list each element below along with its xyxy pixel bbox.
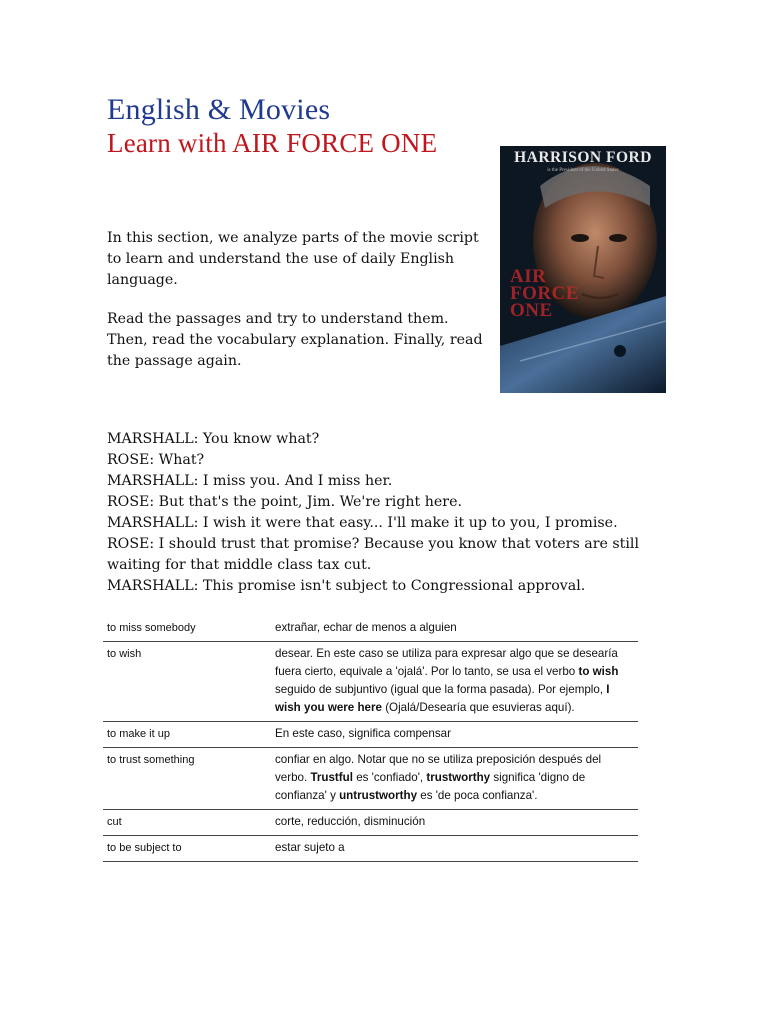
dialogue-line: ROSE: I should trust that promise? Because you know that voters are still — [107, 536, 639, 552]
poster-tagline: is the President of the United States — [547, 168, 619, 173]
vocab-row — [103, 616, 638, 642]
dialogue-line: ROSE: But that's the point, Jim. We're right here. — [107, 494, 462, 510]
vocab-text: En este caso, significa compensar — [275, 727, 451, 740]
vocab-text: corte, reducción, disminución — [275, 815, 426, 828]
vocab-definition — [271, 748, 638, 810]
vocab-definition — [271, 836, 638, 862]
intro-paragraph-2: Read the passages and try to understand them. Then, read the vocabulary explanation. Finally, read the passage again. — [107, 311, 483, 369]
dialogue-line: MARSHALL: I miss you. And I miss her. — [107, 473, 393, 489]
vocab-row — [103, 748, 638, 810]
dialogue-line: MARSHALL: This promise isn't subject to Congressional approval. — [107, 578, 586, 594]
dialogue-line: MARSHALL: You know what? — [107, 431, 320, 447]
vocab-text: (Ojalá/Desearía que esuvieras aquí). — [381, 701, 575, 714]
vocab-text: desear. En este caso se utiliza para expresar algo que se desearía fuera cierto, equivale a 'ojalá'. Por lo tanto, se usa el verbo — [275, 647, 618, 678]
vocab-definition — [271, 810, 638, 836]
vocab-term: to be subject to — [103, 836, 271, 862]
vocab-text: es 'de poca confianza'. — [417, 789, 538, 802]
vocab-term: cut — [103, 810, 271, 836]
dialogue-line: waiting for that middle class tax cut. — [107, 557, 372, 573]
dialogue-line: MARSHALL: I wish it were that easy... I'll make it up to you, I promise. — [107, 515, 618, 531]
vocab-highlight: trustworthy — [426, 771, 491, 784]
page-title: English & Movies — [107, 93, 331, 126]
vocab-term: to make it up — [103, 722, 271, 748]
poster-actor-name: HARRISON FORD — [514, 149, 652, 166]
poster-film-title: AIR FORCE ONE — [510, 266, 579, 321]
vocab-definition — [271, 642, 638, 722]
vocab-row — [103, 722, 638, 748]
vocabulary-table — [103, 616, 638, 862]
dialogue-line: ROSE: What? — [107, 452, 205, 468]
intro-paragraph-1: In this section, we analyze parts of the movie script to learn and understand the use of daily English language. — [107, 230, 479, 288]
page-subtitle: Learn with AIR FORCE ONE — [107, 128, 438, 158]
dialogue-script — [107, 429, 639, 597]
vocab-term: to trust something — [103, 748, 271, 810]
vocab-text: seguido de subjuntivo (igual que la forma pasada). Por ejemplo, — [275, 683, 607, 696]
movie-poster — [500, 146, 666, 393]
vocab-row — [103, 642, 638, 722]
vocab-term: to miss somebody — [103, 616, 271, 642]
vocab-highlight: to wish — [578, 665, 619, 678]
vocab-text: significa 'digno de confianza' y — [275, 771, 586, 802]
vocab-definition — [271, 722, 638, 748]
vocab-text: confiar en algo. Notar que no se utiliza preposición después del verbo. — [275, 753, 602, 784]
vocab-term: to wish — [103, 642, 271, 722]
vocab-text: estar sujeto a — [275, 841, 345, 854]
vocab-text: es 'confiado', — [352, 771, 427, 784]
vocab-highlight: untrustworthy — [339, 789, 418, 802]
vocab-highlight: I wish you were here — [275, 683, 610, 714]
vocab-highlight: Trustful — [310, 771, 353, 784]
vocab-text: extrañar, echar de menos a alguien — [275, 621, 457, 634]
vocab-row — [103, 836, 638, 862]
vocab-definition — [271, 616, 638, 642]
vocab-row — [103, 810, 638, 836]
